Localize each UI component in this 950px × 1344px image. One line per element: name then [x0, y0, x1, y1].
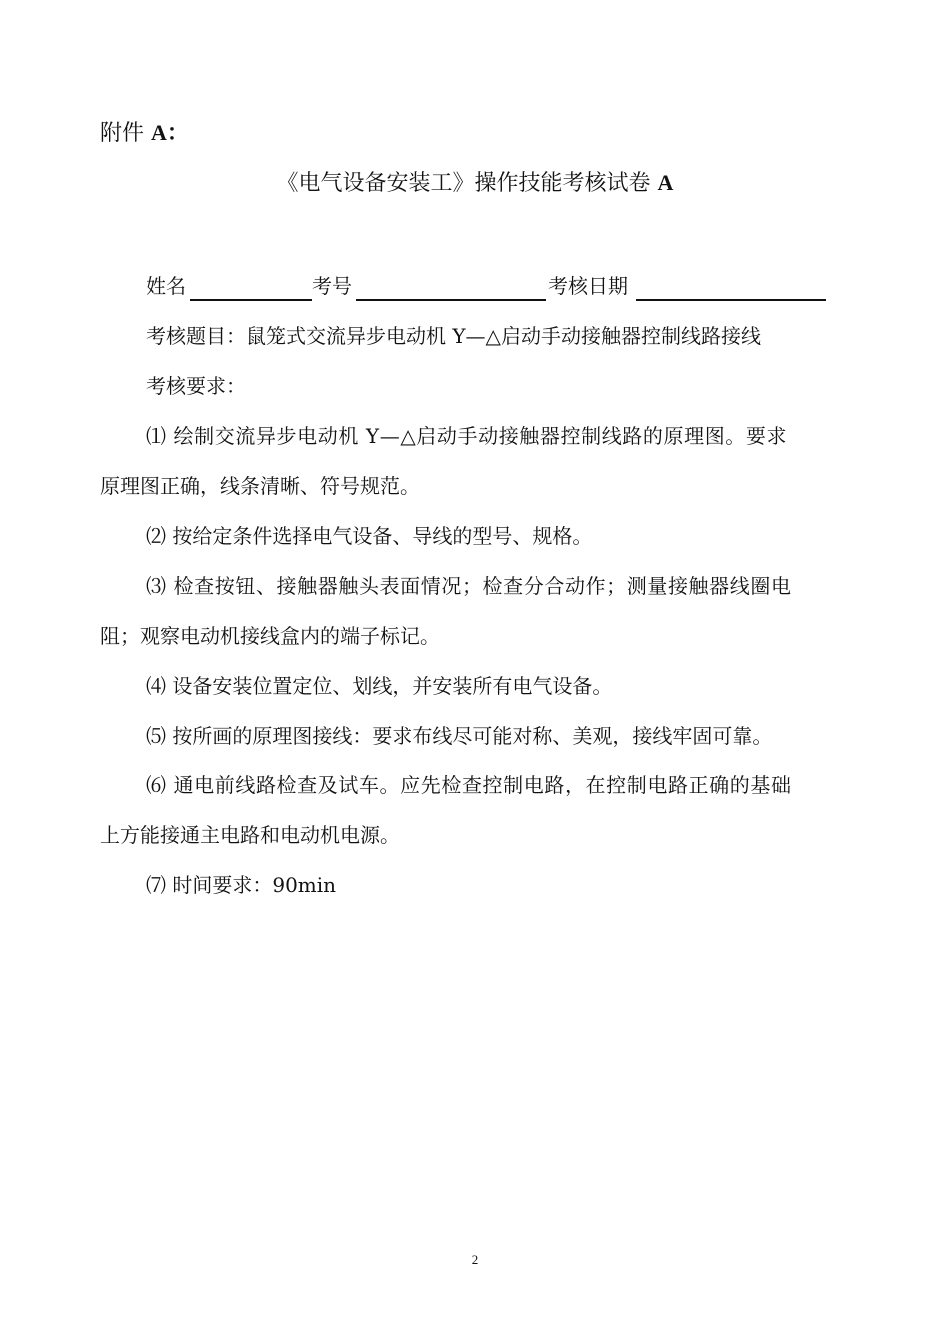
exam-number-label: 考号 — [312, 274, 352, 298]
requirement-1-line-1: ⑴ 绘制交流异步电动机 Y—△启动手动接触器控制线路的原理图。要求 — [146, 424, 788, 448]
exam-date-blank-line — [636, 299, 826, 301]
requirement-1-line-2: 原理图正确，线条清晰、符号规范。 — [100, 474, 420, 498]
exam-number-blank-line — [356, 299, 546, 301]
requirement-7: ⑺ 时间要求：90min — [146, 873, 337, 897]
requirement-4: ⑷ 设备安装位置定位、划线，并安装所有电气设备。 — [146, 674, 613, 698]
requirements-heading: 考核要求： — [146, 374, 246, 398]
annex-letter: A： — [151, 120, 189, 145]
annex-label — [100, 118, 189, 149]
requirement-3-line-2: 阻；观察电动机接线盒内的端子标记。 — [100, 624, 440, 648]
requirement-3-line-1: ⑶ 检查按钮、接触器触头表面情况；检查分合动作；测量接触器线圈电 — [146, 574, 792, 598]
title-letter: A — [657, 170, 674, 195]
exam-subject: 考核题目：鼠笼式交流异步电动机 Y—△启动手动接触器控制线路接线 — [146, 324, 761, 348]
page-title — [0, 168, 950, 199]
title-main: 《电气设备安装工》操作技能考核试卷 — [276, 171, 658, 196]
requirement-5: ⑸ 按所画的原理图接线：要求布线尽可能对称、美观，接线牢固可靠。 — [146, 724, 773, 748]
requirement-6-line-1: ⑹ 通电前线路检查及试车。应先检查控制电路，在控制电路正确的基础 — [146, 773, 792, 797]
name-label: 姓名 — [146, 274, 186, 298]
annex-prefix: 附件 — [100, 121, 151, 146]
page-number: 2 — [471, 1252, 479, 1267]
name-blank-line — [190, 299, 312, 301]
exam-date-label: 考核日期 — [548, 274, 628, 298]
requirement-2: ⑵ 按给定条件选择电气设备、导线的型号、规格。 — [146, 524, 593, 548]
requirement-6-line-2: 上方能接通主电路和电动机电源。 — [100, 823, 400, 847]
